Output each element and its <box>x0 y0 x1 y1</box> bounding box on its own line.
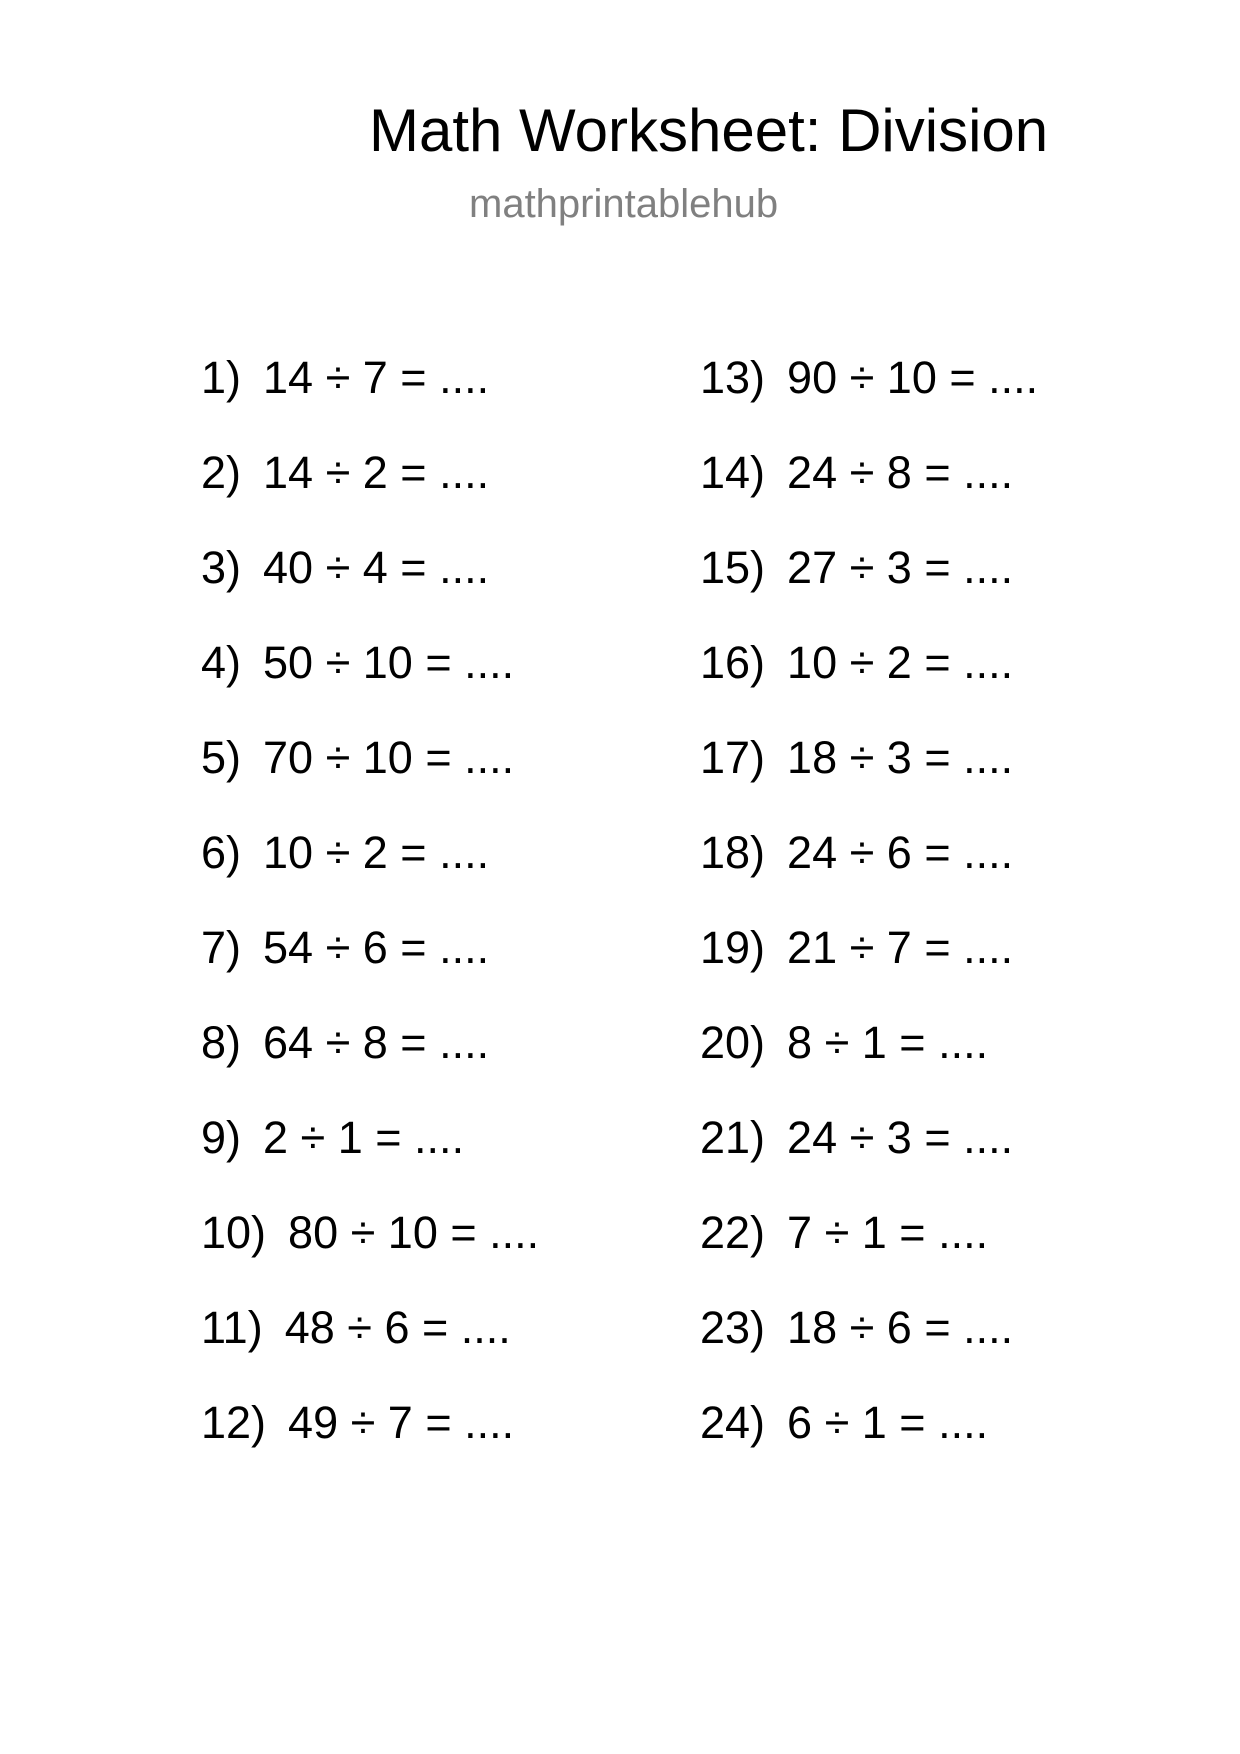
problem-number: 24) <box>700 1397 766 1448</box>
problem-number: 6) <box>201 827 242 878</box>
problem-expression: 54 ÷ 6 = .... <box>263 922 490 973</box>
problem-expression: 7 ÷ 1 = .... <box>787 1207 989 1258</box>
problem-item <box>201 635 539 730</box>
problem-item <box>700 635 1038 730</box>
problem-item <box>700 1015 1038 1110</box>
problem-number: 18) <box>700 827 766 878</box>
problem-expression: 24 ÷ 6 = .... <box>787 827 1014 878</box>
problem-item <box>201 730 539 825</box>
problem-expression: 14 ÷ 7 = .... <box>263 352 490 403</box>
problem-number: 5) <box>201 732 242 783</box>
problems-column-right <box>700 350 1038 1490</box>
problem-expression: 48 ÷ 6 = .... <box>284 1302 511 1353</box>
problem-expression: 90 ÷ 10 = .... <box>787 352 1039 403</box>
page-title: Math Worksheet: Division <box>369 97 1049 164</box>
problem-item <box>201 920 539 1015</box>
problem-expression: 18 ÷ 6 = .... <box>787 1302 1014 1353</box>
problem-expression: 64 ÷ 8 = .... <box>263 1017 490 1068</box>
problem-number: 17) <box>700 732 766 783</box>
problem-number: 9) <box>201 1112 242 1163</box>
problem-item <box>201 1015 539 1110</box>
problem-item <box>700 445 1038 540</box>
problem-expression: 10 ÷ 2 = .... <box>263 827 490 878</box>
problem-item <box>201 1395 539 1490</box>
problem-item <box>700 730 1038 825</box>
problem-item <box>201 445 539 540</box>
problem-number: 20) <box>700 1017 766 1068</box>
site-name: mathprintablehub <box>469 182 779 226</box>
problem-number: 8) <box>201 1017 242 1068</box>
problem-item <box>700 1300 1038 1395</box>
problem-expression: 80 ÷ 10 = .... <box>288 1207 540 1258</box>
problem-number: 10) <box>201 1207 267 1258</box>
problem-expression: 49 ÷ 7 = .... <box>288 1397 515 1448</box>
problem-expression: 24 ÷ 3 = .... <box>787 1112 1014 1163</box>
problem-item <box>201 1110 539 1205</box>
problem-expression: 21 ÷ 7 = .... <box>787 922 1014 973</box>
problem-number: 19) <box>700 922 766 973</box>
problem-expression: 70 ÷ 10 = .... <box>263 732 515 783</box>
problem-number: 3) <box>201 542 242 593</box>
problem-number: 21) <box>700 1112 766 1163</box>
problem-item <box>201 1205 539 1300</box>
problem-item <box>700 825 1038 920</box>
problem-expression: 14 ÷ 2 = .... <box>263 447 490 498</box>
problem-number: 1) <box>201 352 242 403</box>
problem-expression: 40 ÷ 4 = .... <box>263 542 490 593</box>
problem-number: 12) <box>201 1397 267 1448</box>
problem-number: 23) <box>700 1302 766 1353</box>
problem-item <box>700 540 1038 635</box>
problem-item <box>201 540 539 635</box>
problem-expression: 18 ÷ 3 = .... <box>787 732 1014 783</box>
problem-number: 15) <box>700 542 766 593</box>
problem-item <box>700 920 1038 1015</box>
problem-expression: 50 ÷ 10 = .... <box>263 637 515 688</box>
problem-expression: 10 ÷ 2 = .... <box>787 637 1014 688</box>
problem-item <box>201 350 539 445</box>
problem-number: 14) <box>700 447 766 498</box>
problem-number: 11) <box>201 1302 263 1353</box>
problem-expression: 27 ÷ 3 = .... <box>787 542 1014 593</box>
problems-column-left <box>201 350 539 1490</box>
problem-item <box>700 1110 1038 1205</box>
problem-item <box>201 1300 539 1395</box>
problem-number: 4) <box>201 637 242 688</box>
problem-expression: 8 ÷ 1 = .... <box>787 1017 989 1068</box>
problem-item <box>700 350 1038 445</box>
problem-number: 16) <box>700 637 766 688</box>
problem-number: 13) <box>700 352 766 403</box>
problem-number: 2) <box>201 447 242 498</box>
problem-item <box>700 1205 1038 1300</box>
problem-item <box>201 825 539 920</box>
problem-item <box>700 1395 1038 1490</box>
problem-expression: 6 ÷ 1 = .... <box>787 1397 989 1448</box>
problem-number: 22) <box>700 1207 766 1258</box>
problem-expression: 24 ÷ 8 = .... <box>787 447 1014 498</box>
problem-expression: 2 ÷ 1 = .... <box>263 1112 465 1163</box>
problem-number: 7) <box>201 922 242 973</box>
